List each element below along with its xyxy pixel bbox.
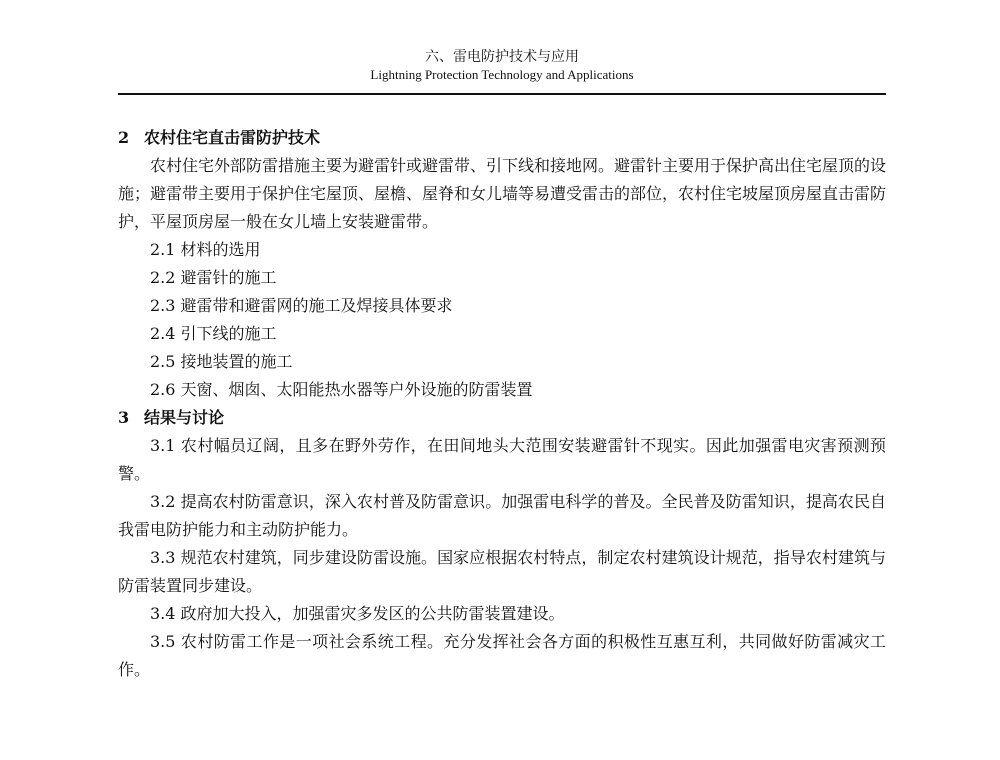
header-rule [118, 93, 886, 95]
section-2-item: 2.3 避雷带和避雷网的施工及焊接具体要求 [150, 296, 453, 315]
section-2-number: 2 [118, 128, 130, 147]
section-3-heading [118, 404, 886, 432]
section-2-item: 2.6 天窗、烟囱、太阳能热水器等户外设施的防雷装置 [150, 380, 533, 399]
section-2-heading [118, 124, 886, 152]
page-header [118, 48, 886, 83]
section-3-number: 3 [118, 408, 130, 427]
section-2-item: 2.1 材料的选用 [150, 240, 261, 259]
section-2-item: 2.4 引下线的施工 [150, 324, 277, 343]
section-3-paragraph: 3.4 政府加大投入，加强雷灾多发区的公共防雷装置建设。 [150, 604, 565, 623]
section-3-paragraph: 3.3 规范农村建筑，同步建设防雷设施。国家应根据农村特点，制定农村建筑设计规范，指导农村建筑与防雷装置同步建设。 [118, 548, 886, 595]
header-title-zh: 六、雷电防护技术与应用 [425, 49, 579, 65]
section-2-title: 农村住宅直击雷防护技术 [144, 128, 321, 147]
section-2-paragraph: 农村住宅外部防雷措施主要为避雷针或避雷带、引下线和接地网。避雷针主要用于保护高出住宅屋顶的设施；避雷带主要用于保护住宅屋顶、屋檐、屋脊和女儿墙等易遭受雷击的部位，农村住宅坡屋顶房屋直击雷防护，平屋顶房屋一般在女儿墙上安装避雷带。 [118, 156, 887, 231]
section-2-item: 2.5 接地装置的施工 [150, 352, 293, 371]
section-3-title: 结果与讨论 [144, 408, 225, 427]
section-3-paragraph: 3.2 提高农村防雷意识，深入农村普及防雷意识。加强雷电科学的普及。全民普及防雷知识，提高农民自我雷电防护能力和主动防护能力。 [118, 492, 886, 539]
section-3-paragraph: 3.5 农村防雷工作是一项社会系统工程。充分发挥社会各方面的积极性互惠互利，共同做好防雷减灾工作。 [118, 632, 886, 679]
section-3-paragraph: 3.1 农村幅员辽阔，且多在野外劳作，在田间地头大范围安装避雷针不现实。因此加强雷电灾害预测预警。 [118, 436, 886, 483]
section-2-item: 2.2 避雷针的施工 [150, 268, 277, 287]
header-title-en: Lightning Protection Technology and Applications [370, 67, 634, 82]
document-body [118, 124, 886, 684]
